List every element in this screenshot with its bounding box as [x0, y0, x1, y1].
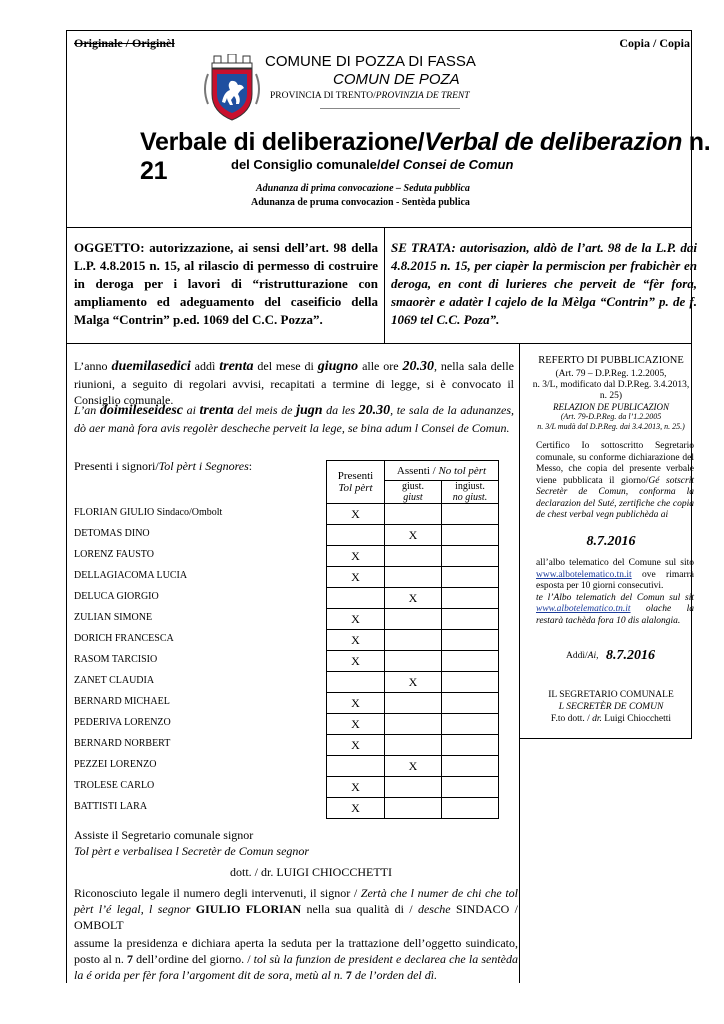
cell-giust: [385, 714, 442, 735]
oggetto-top-rule: [66, 227, 692, 228]
albo-link-lad[interactable]: www.albotelematico.tn.it: [536, 604, 631, 614]
intro-it: L’anno duemilasedici addì trenta del mese di giugno alle ore 20.30, nella sala delle riunioni, a seguito di regolari avvisi, recapitati a termine di legge, si è convocato il Consiglio comunale.: [74, 359, 514, 407]
addi-date: 8.7.2016: [606, 648, 655, 663]
attendance-row: [327, 651, 499, 672]
copia-label: Copia / Copia: [619, 36, 690, 50]
attendance-row: [327, 714, 499, 735]
col-giust-header: giust. giust: [385, 481, 442, 504]
adunanza-lad: Adunanza de pruma convocazion - Sentèda publica: [251, 197, 470, 208]
intro-lad: L’an doimileseidesc ai trenta del meis de jugn da les 20.30, te sala de la adunanzes, dò aer manà fora avis regolèr descheche perveit la lege, se bina adum l Consei de Comun.: [74, 403, 514, 435]
member-name: BATTISTI LARA: [74, 801, 148, 812]
member-name: LORENZ FAUSTO: [74, 549, 154, 560]
attendance-row: [327, 777, 499, 798]
cell-giust: X: [385, 672, 442, 693]
cell-ingiust: [442, 777, 499, 798]
cell-ingiust: [442, 756, 499, 777]
cell-giust: [385, 546, 442, 567]
presidenza-text: assume la presidenza e dichiara aperta la seduta per la trattazione dell’oggetto suindicato, posto al n. 7 dell’ordine del giorno. / tol sù la funzion de president e declarea che la sentèda la é orida per fèr fora l’argoment dit de sora, metù al n. 7 de l’orden del dì.: [74, 936, 518, 982]
member-name: DELUCA GIORGIO: [74, 591, 159, 602]
addi-label: Addì/Ai,: [566, 651, 599, 661]
comune-name-lad: COMUN DE POZA: [333, 71, 460, 88]
pub-date: 8.7.2016: [586, 534, 636, 549]
referto-lad-title: RELAZION DE PUBLICAZION: [552, 402, 669, 412]
referto-ref1: (Art. 79 – D.P.Reg. 1.2.2005,: [555, 369, 667, 379]
referto-lad-ref1: (Art. 79-D.P.Reg. da l’1.2.2005: [560, 412, 662, 421]
attendance-row: [327, 630, 499, 651]
cell-presente: X: [327, 609, 385, 630]
cell-presente: X: [327, 504, 385, 525]
member-name: DELLAGIACOMA LUCIA: [74, 570, 188, 581]
member-name: DORICH FRANCESCA: [74, 633, 174, 644]
subtitle: del Consiglio comunale/del Consei de Comun: [231, 157, 514, 172]
cell-ingiust: [442, 504, 499, 525]
cell-giust: [385, 798, 442, 819]
oggetto-divider: [384, 227, 385, 343]
member-name: DETOMAS DINO: [74, 528, 150, 539]
segretario-title-lad: L SECRETÈR DE COMUN: [558, 702, 664, 712]
cell-giust: X: [385, 756, 442, 777]
cell-presente: X: [327, 651, 385, 672]
cell-presente: X: [327, 798, 385, 819]
segretario-signature: F.to dott. / dr. Luigi Chiocchetti: [550, 714, 672, 724]
member-name: ZULIAN SIMONE: [74, 612, 153, 623]
frame-left-lower: [66, 343, 67, 983]
frame-left: [66, 30, 67, 343]
cell-giust: [385, 630, 442, 651]
cell-ingiust: [442, 609, 499, 630]
adunanza-it: Adunanza di prima convocazione – Seduta pubblica: [256, 183, 470, 194]
coat-of-arms-logo: [200, 54, 264, 122]
col-ingiust-header: ingiust. no giust.: [442, 481, 499, 504]
cell-giust: [385, 504, 442, 525]
cell-ingiust: [442, 693, 499, 714]
assiste-it: Assiste il Segretario comunale signor: [74, 828, 254, 842]
member-name: PEDERIVA LORENZO: [74, 717, 171, 728]
cell-presente: [327, 672, 385, 693]
albo-text: all’albo telematico del Comune sul sito www.albotelematico.tn.it ove rimarrà esposta per 10 giorni consecutivi. te l’Albo telematich del Comun sul sit www.albotelematico.tn.it olache la restarà tachèda fora 10 dis alalongia.: [536, 558, 694, 626]
cell-presente: X: [327, 693, 385, 714]
oggetto-bottom-rule: [66, 343, 692, 344]
attendance-row: [327, 798, 499, 819]
cell-presente: X: [327, 567, 385, 588]
cell-giust: [385, 693, 442, 714]
member-name: RASOM TARCISIO: [74, 654, 158, 665]
cell-giust: [385, 651, 442, 672]
attendance-table: [326, 460, 499, 819]
attendance-row: [327, 546, 499, 567]
cell-ingiust: [442, 546, 499, 567]
member-name: PEZZEI LORENZO: [74, 759, 157, 770]
referto-title: REFERTO DI PUBBLICAZIONE: [538, 355, 684, 366]
cell-giust: X: [385, 588, 442, 609]
cell-ingiust: [442, 588, 499, 609]
referto-bottom-rule: [519, 738, 692, 739]
cell-presente: X: [327, 714, 385, 735]
referto-ref2: n. 3/L, modificato dal D.P.Reg. 3.4.2013,: [532, 380, 690, 390]
attendance-row: [327, 504, 499, 525]
cell-ingiust: [442, 525, 499, 546]
referto-lad-ref2: n. 3/L mudà dal D.P.Reg. dai 3.4.2013, n. 25.): [537, 422, 685, 431]
cell-ingiust: [442, 630, 499, 651]
col-assenti-header: Assenti / No tol pèrt: [385, 461, 499, 481]
member-name: FLORIAN GIULIO Sindaco/Ombolt: [74, 507, 223, 518]
attendance-row: [327, 756, 499, 777]
cell-giust: [385, 609, 442, 630]
cell-ingiust: [442, 798, 499, 819]
original-label: Originale / Originèl: [74, 36, 175, 50]
comune-name-it: COMUNE DI POZZA DI FASSA: [265, 53, 476, 70]
member-name: BERNARD NORBERT: [74, 738, 171, 749]
cell-giust: X: [385, 525, 442, 546]
cell-presente: X: [327, 735, 385, 756]
page-title: Verbale di deliberazione/Verbal de deliberazion n. 21: [140, 128, 711, 185]
oggetto-lad: SE TRATA: autorisazion, aldò de l’art. 98 de la L.P. dai 4.8.2015 n. 15, per ciapèr la permiscion per frabichèr en deroga, en cont di lurieres che perveit de “fèr fora, smaorèr e adatèr l cajelo de la Mèlga “Contrin” p. de f. 1069 tel C.C. Poza”.: [391, 240, 697, 327]
member-name: TROLESE CARLO: [74, 780, 155, 791]
cell-ingiust: [442, 714, 499, 735]
top-rule: [66, 30, 692, 31]
member-name: BERNARD MICHAEL: [74, 696, 170, 707]
segretario-name: dott. / dr. LUIGI CHIOCCHETTI: [230, 865, 392, 879]
cell-presente: [327, 588, 385, 609]
provincia-rule: [320, 108, 460, 109]
member-name: ZANET CLAUDIA: [74, 675, 155, 686]
cell-presente: X: [327, 630, 385, 651]
provincia: PROVINCIA DI TRENTO/PROVINZIA DE TRENT: [270, 91, 470, 101]
cell-ingiust: [442, 735, 499, 756]
cell-ingiust: [442, 651, 499, 672]
referto-ref3: n. 25): [599, 391, 623, 401]
attendance-row: [327, 567, 499, 588]
col-presenti-header: Presenti Tol pèrt: [327, 461, 385, 504]
column-divider: [519, 343, 520, 983]
cell-giust: [385, 735, 442, 756]
oggetto-it: OGGETTO: autorizzazione, ai sensi dell’art. 98 della L.P. 4.8.2015 n. 15, al rilascio di permesso di costruire in deroga per i lavori di “ristrutturazione con ampliamento ed adeguamento del caseificio della Malga “Contrin” p.ed. 1069 del C.C. Pozza”.: [74, 240, 378, 327]
attendance-row: [327, 672, 499, 693]
assiste-lad: Tol pèrt e verbalisea l Secretèr de Comun segnor: [74, 844, 310, 858]
cell-ingiust: [442, 567, 499, 588]
cell-giust: [385, 777, 442, 798]
certifico-text: Certifico Io sottoscritto Segretario comunale, su conforme dichiarazione del Messo, che copia del presente verbale viene pubblicata il giorno/Gé sotscrit Secretèr de Comun, conforma la declarazion del Suté, zertifiche che copia de chest verbal vegn publichèda ai: [536, 441, 694, 520]
presenti-label: Presenti i signori/Tol pèrt i Segnores:: [74, 459, 253, 473]
attendance-row: [327, 693, 499, 714]
attendance-row: [327, 609, 499, 630]
segretario-title-it: IL SEGRETARIO COMUNALE: [548, 690, 674, 700]
riconosciuto-text: Riconosciuto legale il numero degli intervenuti, il signor / Zertà che l numer de chi che tol pèrt l’é legal, l segnor GIULIO FLORIAN nella sua qualità di / desche SINDACO / OMBOLT: [74, 886, 518, 932]
cell-presente: X: [327, 546, 385, 567]
cell-presente: [327, 756, 385, 777]
cell-presente: [327, 525, 385, 546]
cell-giust: [385, 567, 442, 588]
attendance-row: [327, 525, 499, 546]
albo-link[interactable]: www.albotelematico.tn.it: [536, 569, 632, 580]
attendance-row: [327, 735, 499, 756]
cell-presente: X: [327, 777, 385, 798]
attendance-row: [327, 588, 499, 609]
cell-ingiust: [442, 672, 499, 693]
